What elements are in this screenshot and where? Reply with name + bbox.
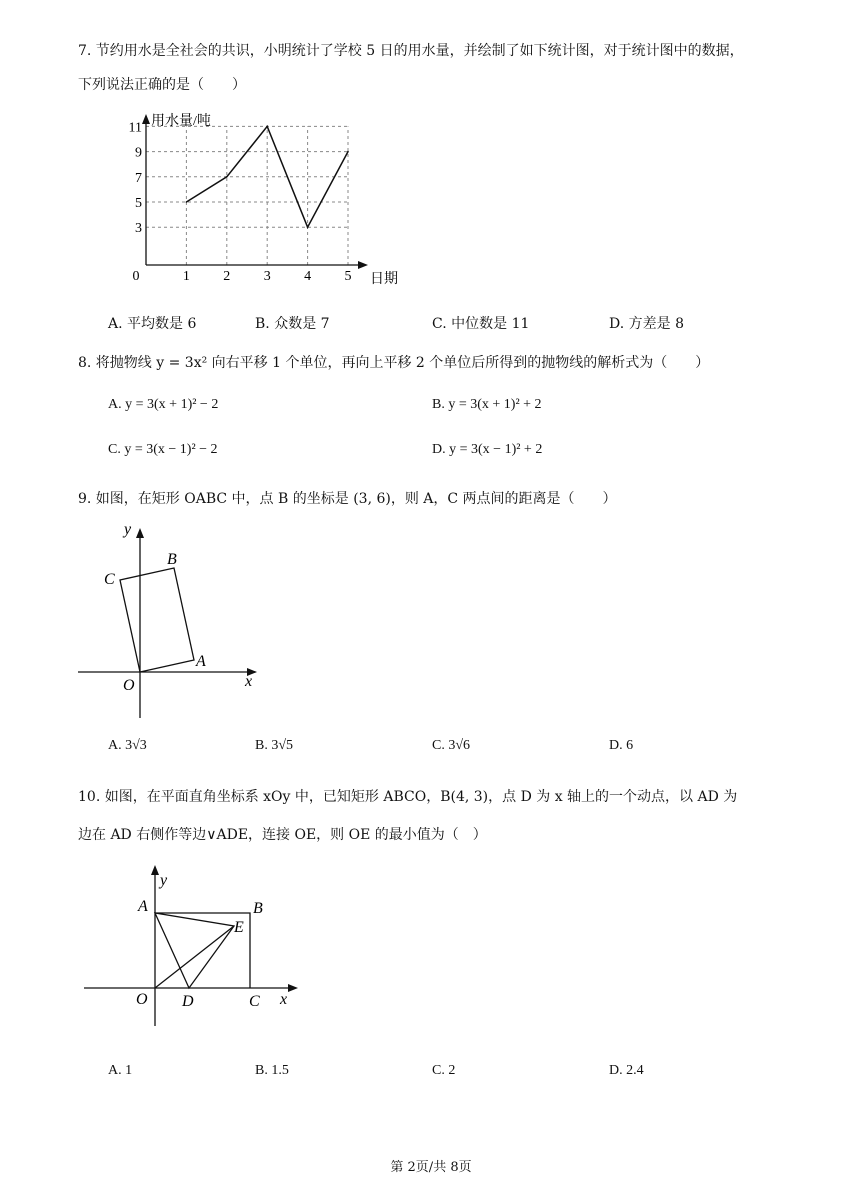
q10-label-y: y	[160, 872, 168, 889]
y-tick-label: 11	[128, 120, 142, 136]
q9-option-b[interactable]: B. 3√5	[255, 738, 294, 753]
q7-option-b[interactable]: B. 众数是 7	[255, 316, 330, 332]
q10-triangle-ade	[155, 913, 234, 988]
y-tick-label: 7	[135, 170, 142, 186]
q9-label-a: A	[196, 653, 206, 670]
page-footer: 第 2页/共 8页	[390, 1160, 472, 1175]
q10-label-d: D	[182, 993, 194, 1010]
q10-option-d[interactable]: D. 2.4	[609, 1063, 644, 1078]
q8-option-c[interactable]: C. y = 3(x − 1)² − 2	[108, 442, 218, 457]
q10-label-x: x	[280, 991, 288, 1008]
x-tick-label: 2	[223, 269, 231, 284]
q7-option-d[interactable]: D. 方差是 8	[609, 316, 684, 332]
q8-option-a[interactable]: A. y = 3(x + 1)² − 2	[108, 397, 219, 412]
q8-stem: 8. 将抛物线 y = 3x² 向右平移 1 个单位，再向上平移 2 个单位后所得到的抛物线的解析式为（ ）	[78, 355, 710, 371]
q10-label-e: E	[234, 919, 244, 936]
q10-label-b: B	[253, 900, 263, 917]
q9-label-b: B	[167, 551, 177, 568]
q10-segment-oe	[155, 926, 234, 988]
y-tick-label: 9	[135, 145, 142, 161]
q10-x-arrow	[288, 984, 298, 992]
q7-stem-line1: 7. 节约用水是全社会的共识，小明统计了学校 5 日的用水量，并绘制了如下统计图，对于统计图中的数据，	[78, 43, 744, 59]
q9-label-c: C	[104, 571, 115, 588]
q9-option-a[interactable]: A. 3√3	[108, 738, 147, 753]
q7-stem-line2: 下列说法正确的是（ ）	[78, 77, 246, 93]
q10-label-a: A	[138, 898, 148, 915]
q8-option-d[interactable]: D. y = 3(x − 1)² + 2	[432, 442, 543, 457]
q10-stem-line1: 10. 如图，在平面直角坐标系 xOy 中，已知矩形 ABCO，B(4, 3)，点 D 为 x 轴上的一个动点，以 AD 为	[78, 789, 738, 805]
q9-label-x: x	[245, 673, 253, 690]
x-tick-label: 5	[344, 269, 352, 284]
q10-option-a[interactable]: A. 1	[108, 1063, 133, 1078]
q10-label-o: O	[136, 991, 148, 1008]
q7-option-c[interactable]: C. 中位数是 11	[432, 316, 530, 332]
q9-label-y: y	[124, 521, 132, 538]
x-axis-label: 日期	[370, 272, 398, 287]
y-tick-label: 3	[135, 221, 142, 237]
q9-option-c[interactable]: C. 3√6	[432, 738, 471, 753]
origin-label: 0	[132, 269, 140, 284]
q10-stem-line2: 边在 AD 右侧作等边∨ADE，连接 OE，则 OE 的最小值为（ ）	[78, 827, 487, 843]
q10-option-b[interactable]: B. 1.5	[255, 1063, 289, 1078]
q8-option-b[interactable]: B. y = 3(x + 1)² + 2	[432, 397, 542, 412]
y-axis-label: 用水量/吨	[151, 114, 211, 129]
q10-y-arrow	[151, 865, 159, 875]
x-tick-label: 4	[304, 269, 312, 284]
q9-stem: 9. 如图，在矩形 OABC 中，点 B 的坐标是 (3, 6)，则 A，C 两点间的距离是（ ）	[78, 491, 617, 507]
q10-label-c: C	[249, 993, 260, 1010]
q10-option-c[interactable]: C. 2	[432, 1063, 456, 1078]
q9-label-o: O	[123, 677, 135, 694]
y-tick-label: 5	[135, 196, 142, 211]
x-tick-label: 1	[182, 269, 190, 284]
x-tick-label: 3	[263, 269, 271, 284]
q9-option-d[interactable]: D. 6	[609, 738, 634, 753]
q7-option-a[interactable]: A. 平均数是 6	[108, 316, 197, 332]
